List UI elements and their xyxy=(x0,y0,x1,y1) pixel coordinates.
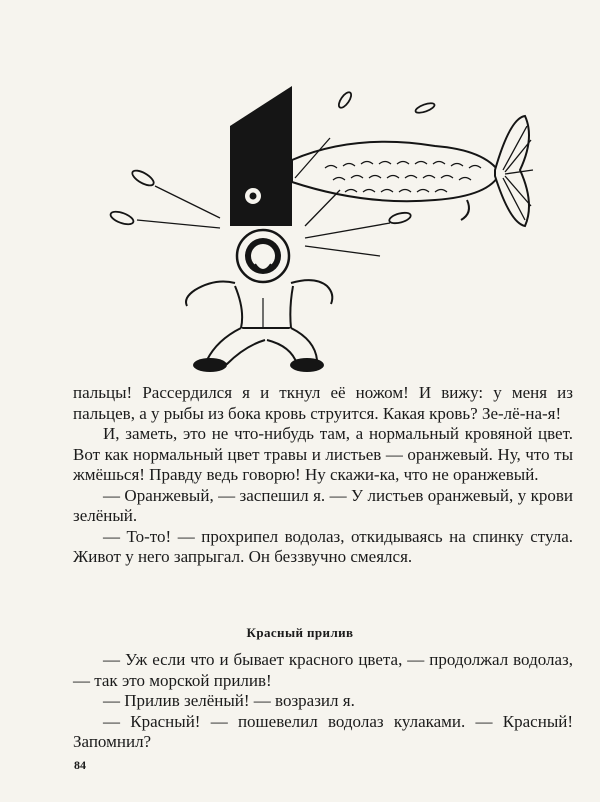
diver-with-fish-illustration xyxy=(95,78,555,378)
paragraph: — То-то! — прохрипел водолаз, откидываясь на спинку стула. Живот у него запрыгал. Он беззвучно смеялся. xyxy=(73,526,573,566)
paragraph: И, заметь, это не что-нибудь там, а нормальный кровяной цвет. Вот как нормальный цвет травы и листьев — оранжевый. Ну, что ты жмёшься! Правду ведь говорю! Ну скажи-ка, что не оранжевый. xyxy=(73,424,573,484)
section-heading: Красный прилив xyxy=(246,625,354,640)
paragraph: — Уж если что и бывает красного цвета, — продолжал водолаз, — так это морской прилив! xyxy=(73,650,573,690)
paragraph: — Красный! — пошевелил водолаз кулаками. — Красный! Запомнил? xyxy=(73,711,573,751)
text-block-bottom xyxy=(73,650,573,753)
paragraph: — Прилив зелёный! — возразил я. xyxy=(103,691,355,710)
paragraph: пальцы! Рассердился я и ткнул её ножом! И вижу: у меня из пальцев, а у рыбы из бока кровь струится. Какая кровь? Зе-лё-на-я! xyxy=(73,383,573,423)
text-block-top xyxy=(73,383,573,568)
page-number: 84 xyxy=(74,758,86,772)
paragraph: — Оранжевый, — заспешил я. — У листьев оранжевый, у крови зелёный. xyxy=(73,485,573,525)
